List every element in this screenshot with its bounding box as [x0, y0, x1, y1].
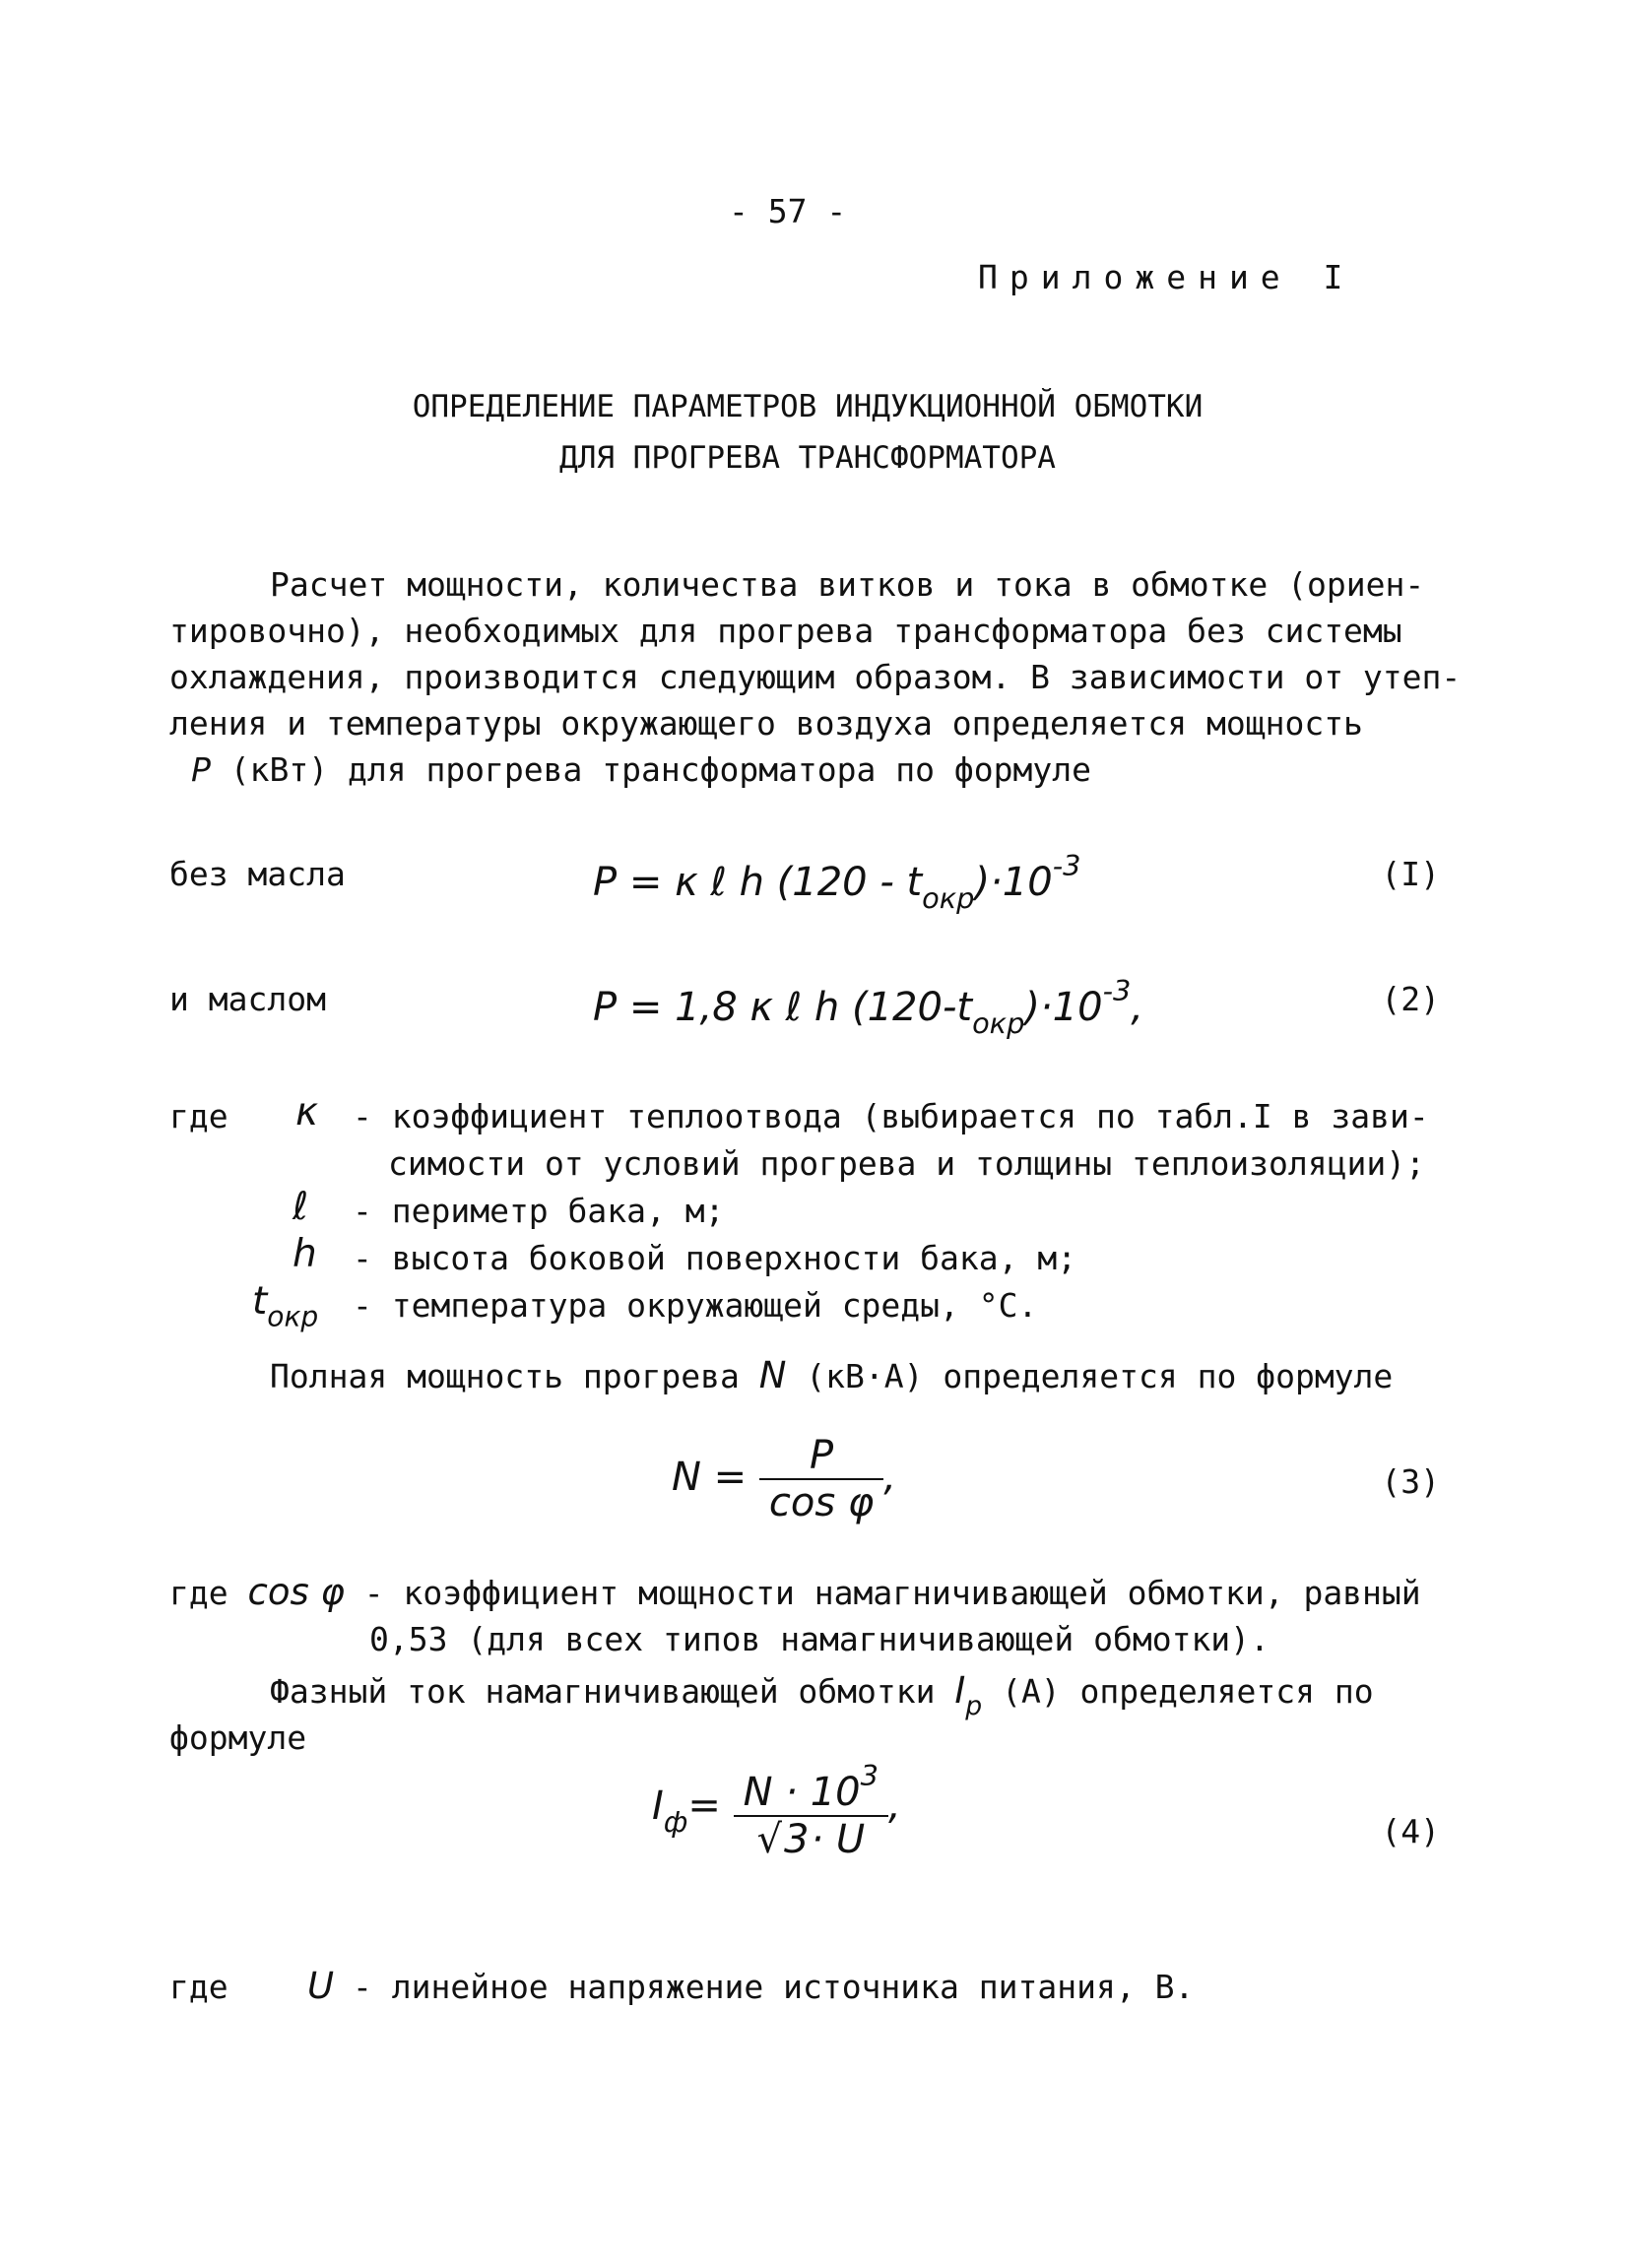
t-description: - температура окружающей среды, °С.	[353, 1286, 1038, 1325]
formula-1-label: без масла	[169, 855, 346, 893]
formula-2	[593, 974, 1143, 1040]
formula-3-denominator: cos φ	[768, 1480, 875, 1525]
cos-symbol: cos φ	[247, 1571, 345, 1613]
phase-current-line-2: формуле	[169, 1718, 307, 1757]
formula-3	[672, 1433, 896, 1525]
full-power-text-after: (кВ·А) определяется по формуле	[786, 1357, 1394, 1395]
formula-4-numerator-exp: 3	[860, 1759, 879, 1792]
intro-paragraph	[169, 561, 1462, 793]
phase-current-line-1	[270, 1669, 1374, 1721]
intro-line-3: охлаждения, производится следующим образом. В зависимости от утеп-	[169, 658, 1462, 696]
formula-4-fraction	[734, 1753, 888, 1862]
u-symbol: U	[307, 1965, 335, 2007]
definitions-block	[169, 1090, 1450, 1333]
formula-1-lhs: P = κ ℓ h (120 - t	[593, 860, 923, 906]
n-symbol: N	[758, 1354, 787, 1396]
formula-1-sub: окр	[922, 881, 975, 916]
t-symbol: $t_{окр}$	[252, 1279, 319, 1333]
formula-3-lhs: N =	[672, 1455, 748, 1500]
formula-2-lhs: P = 1,8 κ ℓ h (120-t	[593, 985, 973, 1031]
formula-1-rhs: )·10	[974, 860, 1053, 906]
formula-2-number: (2)	[1381, 980, 1440, 1018]
ip-symbol: $I_р$	[954, 1669, 983, 1721]
formula-2-tail: ,	[1131, 985, 1144, 1031]
definition-t	[169, 1279, 1450, 1333]
formula-1-exp: -3	[1052, 849, 1081, 882]
formula-4-numerator: $N \cdot 10^3$	[734, 1753, 888, 1817]
phase-current-text-before: Фазный ток намагничивающей обмотки	[270, 1672, 955, 1711]
formula-2-row	[169, 974, 1440, 1041]
formula-4-lhs-sub: ф	[663, 1804, 688, 1839]
u-description: - линейное напряжение источника питания, В.	[353, 1968, 1195, 2006]
sqrt-sign: √	[756, 1817, 782, 1863]
intro-line-4: ления и температуры окружающего воздуха определяется мощность	[169, 704, 1363, 743]
h-symbol: h	[293, 1232, 317, 1276]
u-where-label: где	[169, 1968, 228, 2006]
phase-current-text-after: (А) определяется по	[982, 1672, 1374, 1711]
intro-line-5	[169, 746, 1450, 793]
definition-k	[169, 1090, 1450, 1140]
k-symbol: κ	[295, 1090, 318, 1134]
formula-1-row	[169, 849, 1440, 916]
intro-line-1: Расчет мощности, количества витков и тока в обмотке (ориен-	[270, 565, 1425, 604]
k-description-line-2: симости от условий прогрева и толщины теплоизоляции);	[388, 1144, 1425, 1183]
h-description: - высота боковой поверхности бака, м;	[353, 1239, 1077, 1277]
formula-3-numerator: P	[759, 1433, 883, 1480]
section-title-line-1: ОПРЕДЕЛЕНИЕ ПАРАМЕТРОВ ИНДУКЦИОННОЙ ОБМОТКИ	[412, 389, 1204, 424]
formula-4-number: (4)	[1381, 1812, 1440, 1850]
formula-3-fraction	[759, 1433, 883, 1525]
section-title-line-2: ДЛЯ ПРОГРЕВА ТРАНСФОРМАТОРА	[559, 440, 1056, 476]
formula-2-rhs: )·10	[1024, 985, 1103, 1031]
formula-4-root: 3	[783, 1817, 810, 1863]
formula-1	[593, 849, 1080, 915]
u-definition	[169, 1965, 1450, 2017]
t-subscript: окр	[267, 1300, 319, 1333]
full-power-text-before: Полная мощность прогрева	[270, 1357, 759, 1395]
ip-subscript: р	[965, 1690, 983, 1721]
cos-where-label: где	[169, 1574, 228, 1612]
formula-4-eq: =	[687, 1782, 721, 1829]
definition-k-cont	[169, 1140, 1450, 1188]
formula-3-row	[169, 1433, 1440, 1541]
where-label: где	[169, 1097, 228, 1135]
formula-2-exp: -3	[1102, 974, 1132, 1007]
formula-4-lhs: $I_ф$	[652, 1782, 688, 1839]
formula-1-number: (I)	[1381, 855, 1440, 893]
full-power-sentence	[270, 1354, 1393, 1396]
l-description: - периметр бака, м;	[353, 1192, 725, 1230]
appendix-label: Приложение I	[978, 258, 1355, 296]
power-symbol: P	[191, 750, 211, 789]
intro-line-5-text: (кВт) для прогрева трансформатора по формуле	[210, 750, 1091, 789]
formula-4-den-rest: · U	[811, 1817, 866, 1863]
formula-4	[652, 1753, 901, 1862]
formula-4-denominator	[734, 1817, 888, 1862]
l-symbol: ℓ	[293, 1185, 309, 1229]
page-number: - 57 -	[729, 192, 847, 230]
k-description-line-1: - коэффициент теплоотвода (выбирается по табл.I в зави-	[353, 1097, 1429, 1135]
intro-line-2: тировочно), необходимых для прогрева трансформатора без системы	[169, 612, 1402, 650]
cos-definition-line-1	[169, 1571, 1421, 1613]
formula-2-sub: окр	[972, 1006, 1025, 1041]
cos-description-line-1: - коэффициент мощности намагничивающей обмотки, равный	[363, 1574, 1421, 1612]
formula-4-tail: ,	[887, 1782, 901, 1829]
formula-2-label: и маслом	[169, 980, 326, 1018]
formula-3-number: (3)	[1381, 1462, 1440, 1501]
formula-3-tail: ,	[883, 1455, 896, 1500]
formula-4-row	[169, 1753, 1440, 1871]
definition-l	[169, 1185, 1450, 1235]
definition-h	[169, 1232, 1450, 1282]
cos-definition-line-2: 0,53 (для всех типов намагничивающей обмотки).	[369, 1620, 1270, 1658]
